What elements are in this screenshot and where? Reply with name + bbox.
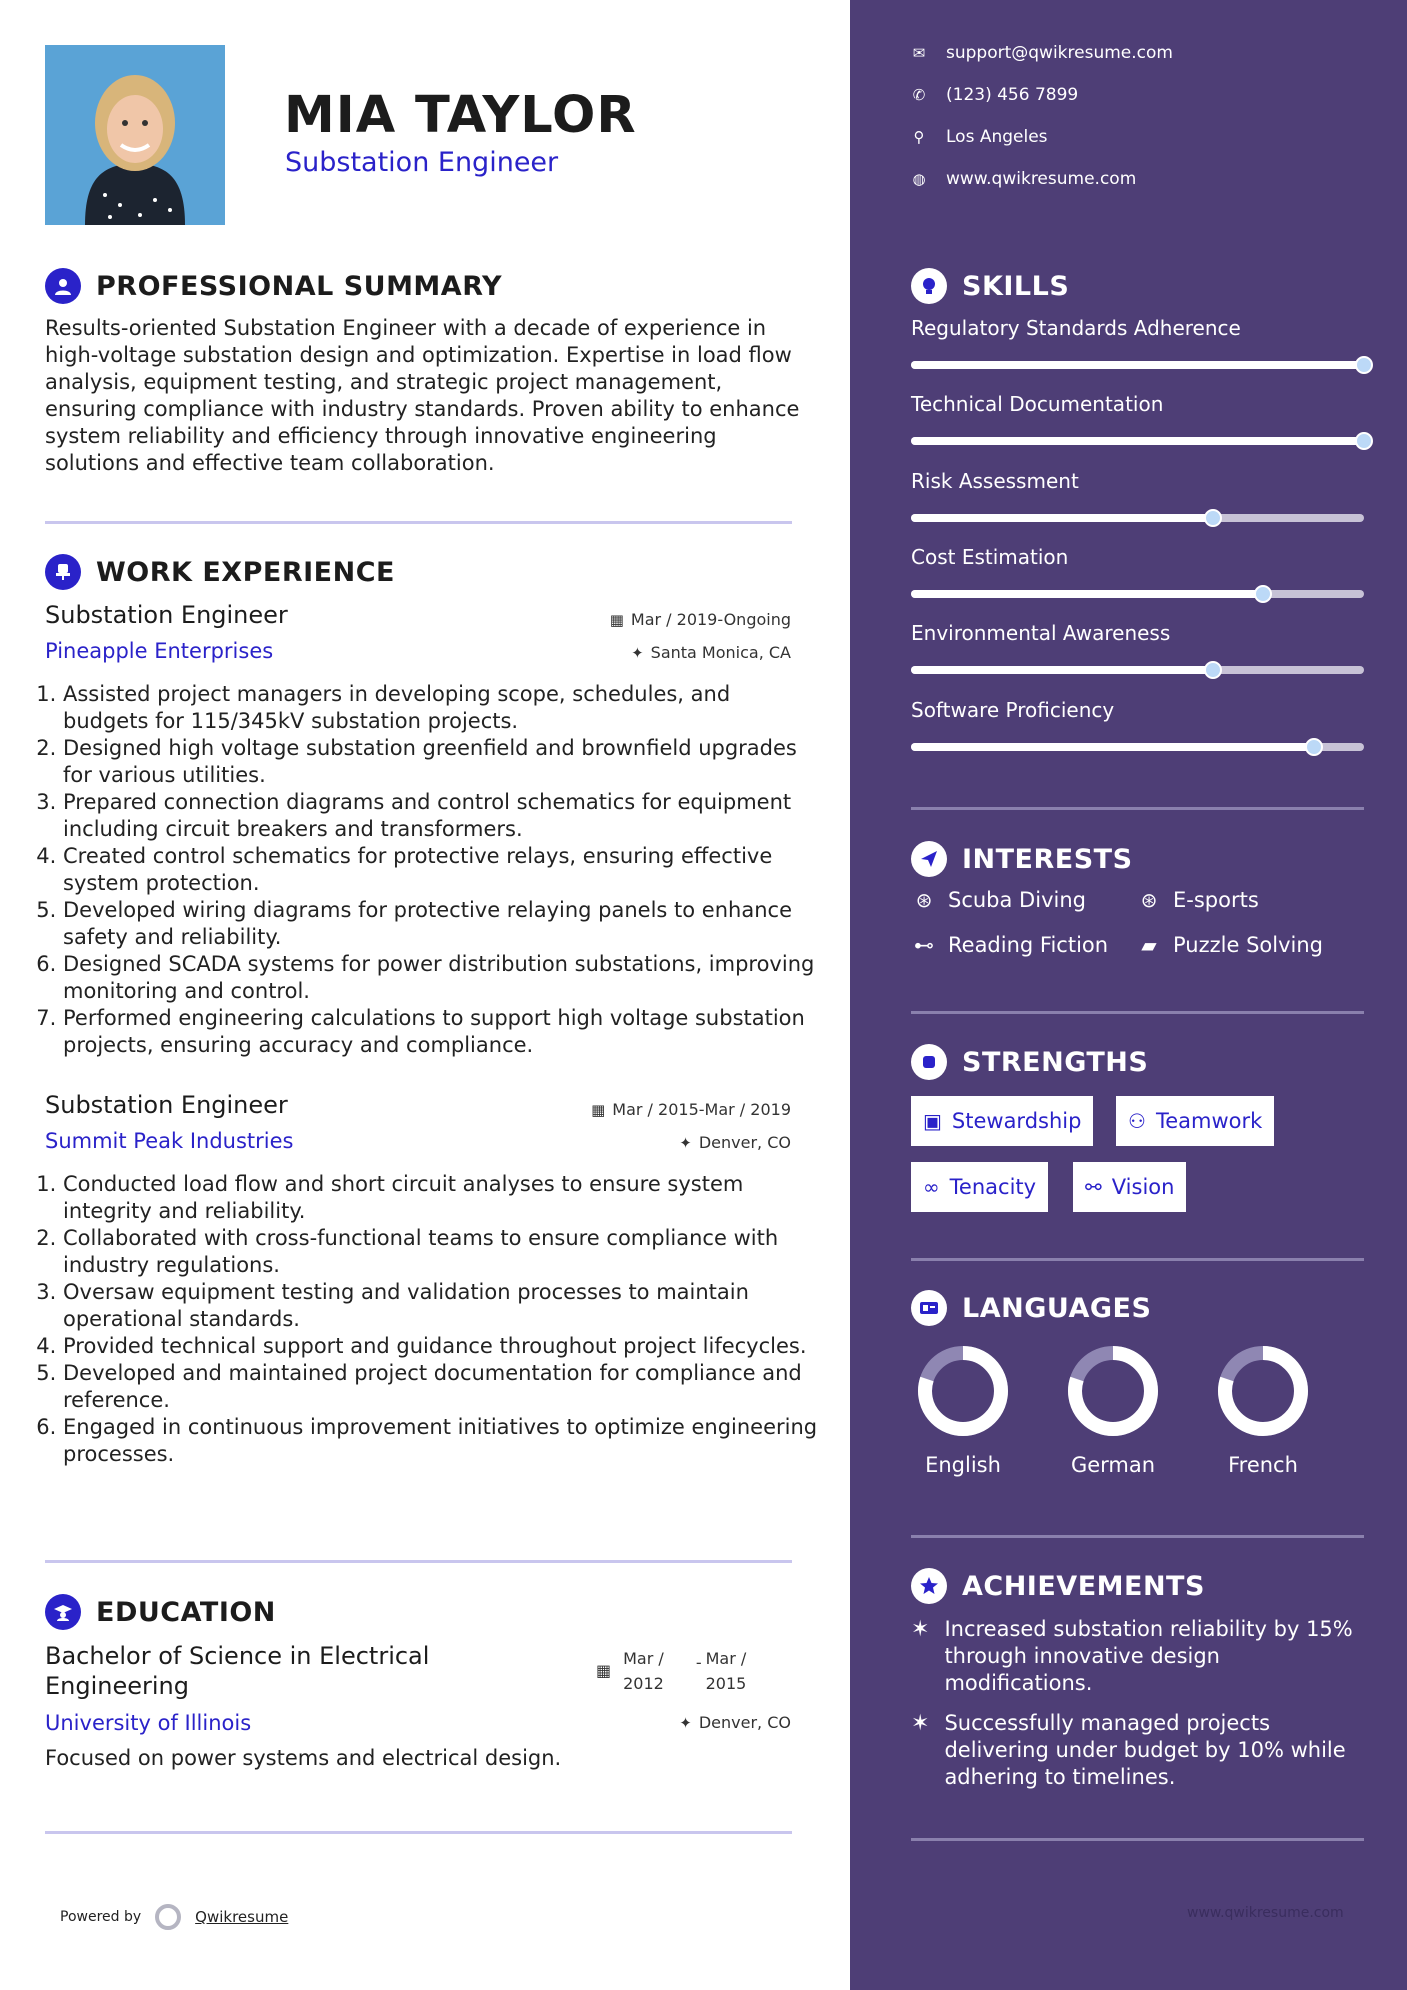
contact-location: ⚲ Los Angeles bbox=[911, 127, 1048, 147]
divider bbox=[45, 1560, 792, 1563]
skill-bar bbox=[911, 666, 1364, 674]
divider bbox=[45, 1831, 792, 1834]
education-location: ✦ Denver, CO bbox=[679, 1713, 791, 1732]
language-name: German bbox=[1070, 1453, 1156, 1477]
phone-icon: ✆ bbox=[912, 86, 926, 104]
skill-fill bbox=[911, 666, 1213, 674]
date-separator: - bbox=[695, 1653, 702, 1672]
interests-heading: INTERESTS bbox=[962, 843, 1133, 875]
calendar-icon: ▦ bbox=[591, 1101, 606, 1119]
job-title: Substation Engineer bbox=[45, 1091, 288, 1119]
contact-email[interactable]: ✉ support@qwikresume.com bbox=[912, 43, 1173, 63]
list-item: 3. Oversaw equipment testing and validation processes to maintain operational standards. bbox=[63, 1279, 818, 1333]
divider bbox=[45, 521, 792, 524]
end-date: Mar / 2015 bbox=[705, 1649, 747, 1693]
user-icon bbox=[45, 268, 81, 304]
job-location: ✦ Denver, CO bbox=[679, 1133, 791, 1152]
strength-tag: ⚇ Teamwork bbox=[1116, 1096, 1274, 1146]
list-item: 6. Designed SCADA systems for power distribution substations, improving monitoring and control. bbox=[63, 951, 818, 1005]
achievements-heading: ACHIEVEMENTS bbox=[962, 1570, 1205, 1602]
pin-icon: ✦ bbox=[679, 1134, 692, 1152]
strength-tag: ▣ Stewardship bbox=[911, 1096, 1093, 1146]
company-name: Pineapple Enterprises bbox=[45, 639, 274, 663]
start-date: Mar / 2012 bbox=[623, 1649, 664, 1693]
book-icon: ▰ bbox=[1141, 933, 1157, 957]
education-dates bbox=[596, 1646, 746, 1696]
job-date: ▦ Mar / 2015-Mar / 2019 bbox=[591, 1100, 791, 1119]
calendar-icon: ▦ bbox=[609, 611, 624, 629]
language-item bbox=[913, 1343, 1013, 1477]
list-item: 3. Prepared connection diagrams and control schematics for equipment including circuit breakers and transformers. bbox=[63, 789, 818, 843]
calendar-icon: ▦ bbox=[596, 1661, 612, 1680]
strength-tag: ∞ Tenacity bbox=[911, 1162, 1048, 1212]
school-name: University of Illinois bbox=[45, 1711, 252, 1735]
footer-website[interactable]: www.qwikresume.com bbox=[1187, 1905, 1344, 1921]
skill-name: Regulatory Standards Adherence bbox=[911, 316, 1241, 340]
summary-heading: PROFESSIONAL SUMMARY bbox=[96, 270, 503, 302]
interests-header bbox=[911, 841, 1133, 877]
achievement-item: ✶ Successfully managed projects delivering under budget by 10% while adhering to timelines. bbox=[911, 1711, 1346, 1789]
list-item: 2. Designed high voltage substation greenfield and brownfield upgrades for various utilities. bbox=[63, 735, 818, 789]
map-pin-icon: ⚲ bbox=[913, 128, 925, 146]
skill-handle bbox=[1355, 356, 1373, 374]
skill-bar bbox=[911, 361, 1364, 369]
list-item: 4. Created control schematics for protective relays, ensuring effective system protection. bbox=[63, 843, 818, 897]
language-item bbox=[1213, 1343, 1313, 1477]
graduate-icon bbox=[45, 1594, 81, 1630]
fist-icon bbox=[911, 1044, 947, 1080]
lightbulb-icon bbox=[911, 268, 947, 304]
interest-item: ⊛ Scuba Diving bbox=[911, 888, 1086, 912]
skill-fill bbox=[911, 514, 1213, 522]
list-item: 4. Provided technical support and guidance throughout project lifecycles. bbox=[63, 1333, 818, 1360]
globe-icon: ◍ bbox=[912, 170, 926, 188]
skill-name: Software Proficiency bbox=[911, 698, 1115, 722]
office-chair-icon bbox=[45, 554, 81, 590]
list-item: 5. Developed wiring diagrams for protective relaying panels to enhance safety and reliability. bbox=[63, 897, 818, 951]
binoculars-icon: ⚯ bbox=[1085, 1175, 1102, 1199]
list-item: 6. Engaged in continuous improvement initiatives to optimize engineering processes. bbox=[63, 1414, 818, 1468]
qwikresume-logo-icon bbox=[155, 1904, 181, 1930]
contact-website[interactable]: ◍ www.qwikresume.com bbox=[912, 169, 1137, 189]
envelope-icon: ✉ bbox=[912, 44, 926, 62]
interest-item: ⊷ Reading Fiction bbox=[911, 933, 1108, 957]
skill-name: Technical Documentation bbox=[911, 392, 1164, 416]
lifebuoy-icon: ⊛ bbox=[1140, 888, 1158, 912]
skills-heading: SKILLS bbox=[962, 270, 1070, 302]
skill-bar bbox=[911, 590, 1364, 598]
job-date: ▦ Mar / 2019-Ongoing bbox=[609, 610, 791, 629]
company-name: Summit Peak Industries bbox=[45, 1129, 294, 1153]
list-item: 1. Assisted project managers in developing scope, schedules, and budgets for 115/345kV substation projects. bbox=[63, 681, 818, 735]
interest-item: ⊛ E-sports bbox=[1136, 888, 1259, 912]
summary-header bbox=[45, 268, 502, 304]
pin-icon: ✦ bbox=[679, 1714, 692, 1732]
users-icon: ⚇ bbox=[1128, 1109, 1146, 1133]
skill-bar bbox=[911, 743, 1364, 751]
skill-fill bbox=[911, 361, 1364, 369]
skill-fill bbox=[911, 590, 1263, 598]
star-badge-icon bbox=[911, 1568, 947, 1604]
language-name: English bbox=[925, 1453, 1001, 1477]
languages-header bbox=[911, 1290, 1151, 1326]
gamepad-icon: ⊷ bbox=[914, 933, 934, 957]
list-item: 1. Conducted load flow and short circuit analyses to ensure system integrity and reliability. bbox=[63, 1171, 818, 1225]
skill-handle bbox=[1355, 432, 1373, 450]
strengths-heading: STRENGTHS bbox=[962, 1046, 1149, 1078]
profile-photo bbox=[45, 45, 225, 225]
link-icon: ∞ bbox=[923, 1175, 940, 1199]
stars-icon: ✶ bbox=[911, 1617, 930, 1642]
skill-bar bbox=[911, 437, 1364, 445]
language-ring bbox=[915, 1343, 1011, 1439]
skill-bar bbox=[911, 514, 1364, 522]
interest-item: ▰ Puzzle Solving bbox=[1136, 933, 1323, 957]
education-note: Focused on power systems and electrical design. bbox=[45, 1746, 562, 1770]
job-location: ✦ Santa Monica, CA bbox=[631, 643, 791, 662]
strengths-header bbox=[911, 1044, 1148, 1080]
candidate-title: Substation Engineer bbox=[285, 147, 559, 178]
strength-tag: ⚯ Vision bbox=[1073, 1162, 1186, 1212]
summary-text: Results-oriented Substation Engineer with a decade of experience in high-voltage substation design and optimization. Expertise in load flow analysis, equipment testing, and strategic project management, ensuring compliance with industry standards. Proven ability to enhance system reliability and efficiency through innovative engineering solutions and effective team collaboration. bbox=[45, 316, 800, 475]
divider bbox=[911, 807, 1364, 810]
achievement-item: ✶ Increased substation reliability by 15% through innovative design modifications. bbox=[911, 1617, 1353, 1695]
list-item: 5. Developed and maintained project documentation for compliance and reference. bbox=[63, 1360, 818, 1414]
paper-plane-icon bbox=[911, 841, 947, 877]
divider bbox=[911, 1535, 1364, 1538]
divider bbox=[911, 1011, 1364, 1014]
achievements-header bbox=[911, 1568, 1205, 1604]
experience-heading: WORK EXPERIENCE bbox=[96, 556, 395, 588]
language-name: French bbox=[1228, 1453, 1298, 1477]
skill-fill bbox=[911, 437, 1364, 445]
skill-name: Cost Estimation bbox=[911, 545, 1069, 569]
skill-name: Risk Assessment bbox=[911, 469, 1079, 493]
skill-fill bbox=[911, 743, 1314, 751]
stars-icon: ✶ bbox=[911, 1711, 930, 1736]
skill-name: Environmental Awareness bbox=[911, 621, 1171, 645]
language-ring bbox=[1215, 1343, 1311, 1439]
language-icon bbox=[911, 1290, 947, 1326]
experience-header bbox=[45, 554, 395, 590]
candidate-name: MIA TAYLOR bbox=[284, 86, 637, 145]
divider bbox=[911, 1838, 1364, 1841]
list-item: 2. Collaborated with cross-functional teams to ensure compliance with industry regulations. bbox=[63, 1225, 818, 1279]
powered-by bbox=[60, 1904, 288, 1930]
education-header bbox=[45, 1594, 276, 1630]
language-item bbox=[1063, 1343, 1163, 1477]
divider bbox=[911, 1258, 1364, 1261]
skills-header bbox=[911, 268, 1069, 304]
skill-handle bbox=[1305, 738, 1323, 756]
lifebuoy-icon: ⊛ bbox=[915, 888, 933, 912]
qwikresume-link[interactable]: Qwikresume bbox=[195, 1908, 289, 1926]
language-ring bbox=[1065, 1343, 1161, 1439]
pin-icon: ✦ bbox=[631, 644, 644, 662]
job-bullets bbox=[45, 1171, 818, 1468]
list-item: 7. Performed engineering calculations to support high voltage substation projects, ensuring accuracy and compliance. bbox=[63, 1005, 818, 1059]
powered-by-label: Powered by bbox=[60, 1909, 142, 1925]
job-bullets bbox=[45, 681, 818, 1059]
contact-phone: ✆ (123) 456 7899 bbox=[912, 85, 1079, 105]
job-title: Substation Engineer bbox=[45, 601, 288, 629]
education-heading: EDUCATION bbox=[96, 1596, 276, 1628]
degree: Bachelor of Science in Electrical Engineering bbox=[45, 1642, 430, 1700]
languages-heading: LANGUAGES bbox=[962, 1292, 1152, 1324]
briefcase-icon: ▣ bbox=[923, 1109, 942, 1133]
